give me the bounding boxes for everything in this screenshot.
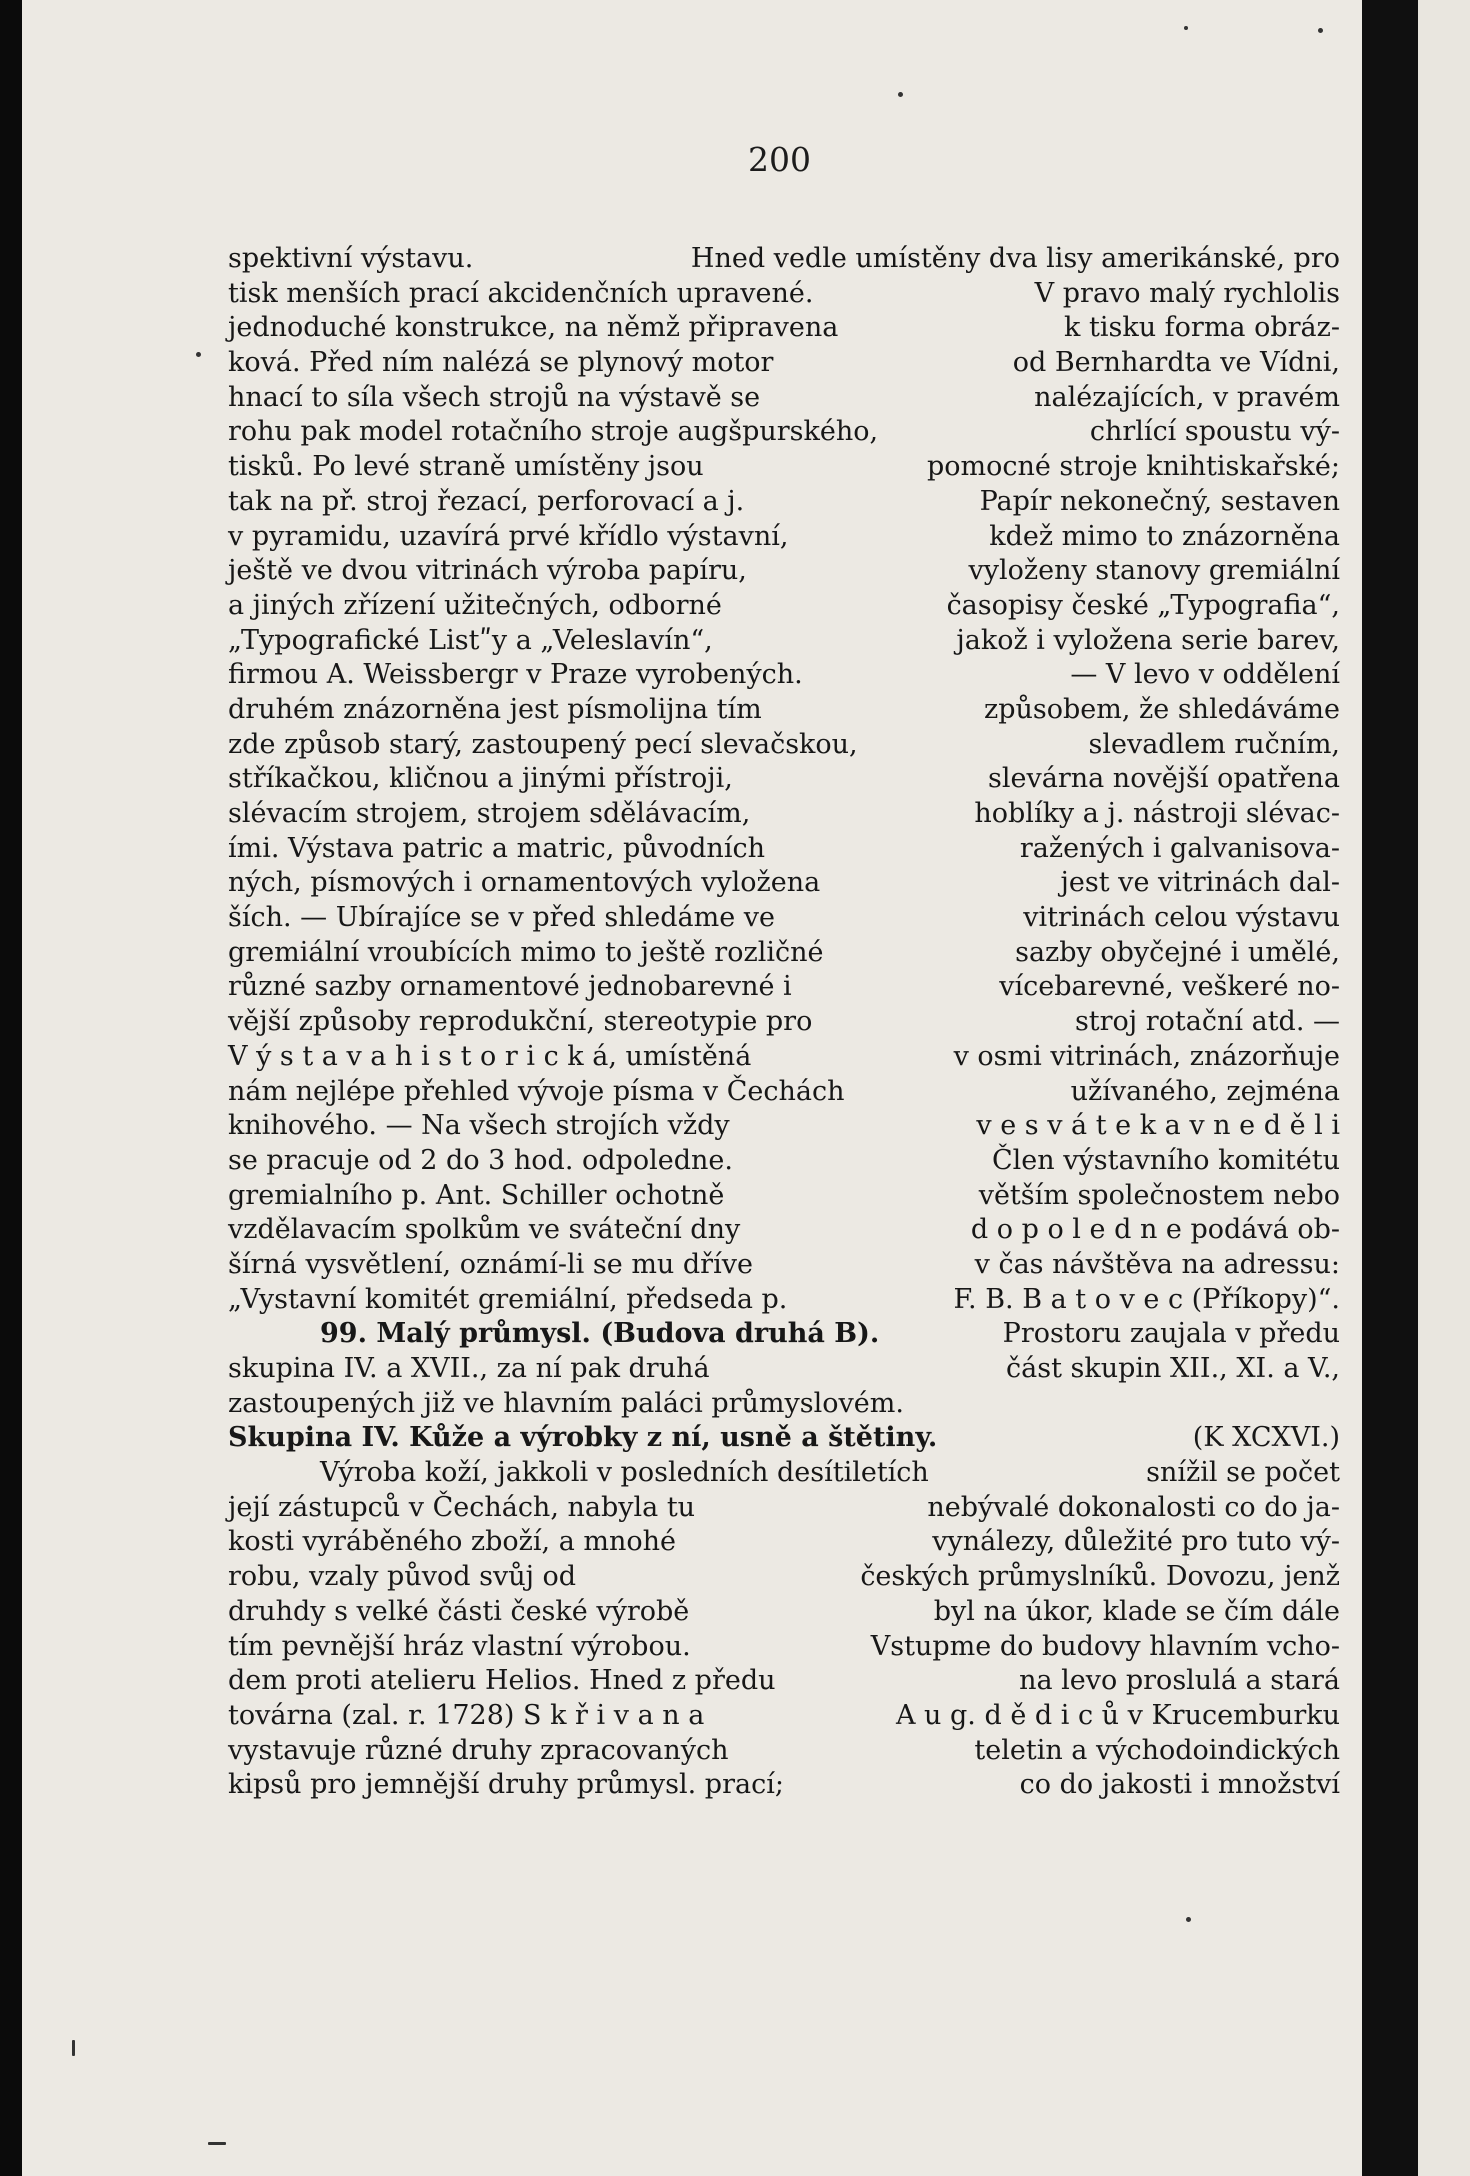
text-line: v pyramidu, uzavírá prvé křídlo výstavní, kdež mimo to znázorněna [228, 520, 1340, 552]
text-line: tisk menších prací akcidenčních upravené. V pravo malý rychlolis [228, 277, 1340, 309]
text-line: se pracuje od 2 do 3 hod. odpoledne. Člen výstavního komitétu [228, 1144, 1340, 1176]
text-line: tisků. Po levé straně umístěny jsou pomocné stroje knihtiskařské; [228, 451, 1340, 483]
text-line: vější způsoby reprodukční, stereotypie pro stroj rotační atd. — [228, 1006, 1340, 1038]
text-line: ještě ve dvou vitrinách výroba papíru, vyloženy stanovy gremiální [228, 555, 1340, 587]
text-line: jednoduché konstrukce, na němž připravena k tisku forma obráz- [228, 312, 1340, 344]
text-line: skupina IV. a XVII., za ní pak druhá část skupin XII., XI. a V., [228, 1353, 1340, 1384]
text-line: hnací to síla všech strojů na výstavě se nalézajících, v pravém [228, 381, 1340, 413]
text-line: ími. Výstava patric a matric, původních ražených i galvanisova- [228, 832, 1340, 864]
text-line: Výroba koží, jakkoli v posledních desítiletích snížil se počet [320, 1457, 1340, 1489]
text-line: gremialního p. Ant. Schiller ochotně větším společnostem nebo [228, 1179, 1340, 1211]
text-line: zde způsob starý, zastoupený pecí slevačskou, slevadlem ručním, [228, 728, 1340, 760]
text-line: rohu pak model rotačního stroje augšpurského, chrlící spoustu vý- [228, 416, 1340, 448]
text-line: zastoupených již ve hlavním paláci průmyslovém. [228, 1387, 904, 1419]
text-line: gremiální vroubících mimo to ještě rozličné sazby obyčejné i umělé, [228, 936, 1340, 968]
text-line: její zástupců v Čechách, nabyla tu nebývalé dokonalosti co do ja- [228, 1491, 1340, 1523]
text-line: ších. — Ubírajíce se v před shledáme ve vitrinách celou výstavu [228, 902, 1340, 934]
text-line: ných, písmových i ornamentových vyložena jest ve vitrinách dal- [228, 867, 1340, 899]
text-line: „Vystavní komitét gremiální, předseda p. F. B. B a t o v e c (Příkopy)“. [228, 1283, 1340, 1315]
text-line: firmou A. Weissbergr v Praze vyrobených. — V levo v oddělení [228, 659, 1340, 691]
text-line: kipsů pro jemnější druhy průmysl. prací; co do jakosti i množství [228, 1769, 1340, 1801]
text-line: knihového. — Na všech strojích vždy v e s v á t e k a v n e d ě l i [228, 1110, 1340, 1142]
text-line: nám nejlépe přehled vývoje písma v Čechách užívaného, zejména [228, 1075, 1340, 1107]
section-heading-line: 99. Malý průmysl. (Budova druhá B). Prostoru zaujala v předu [320, 1318, 1340, 1350]
text-line: vystavuje různé druhy zpracovaných teletin a východoindických [228, 1734, 1340, 1766]
scan-speck [196, 352, 201, 357]
text-line: továrna (zal. r. 1728) S k ř i v a n a A u g. d ě d i c ů v Krucemburku [228, 1699, 1340, 1731]
text-line: různé sazby ornamentové jednobarevné i vícebarevné, veškeré no- [228, 971, 1340, 1003]
text-line: tím pevnější hráz vlastní výrobou. Vstupme do budovy hlavním vcho- [228, 1630, 1340, 1662]
text-line: tak na př. stroj řezací, perforovací a j. Papír nekonečný, sestaven [228, 485, 1340, 517]
scan-speck [898, 92, 903, 97]
adjacent-page-strip [1418, 0, 1470, 2176]
scan-speck [1186, 1917, 1191, 1922]
scan-speck [208, 2142, 226, 2145]
text-line: dem proti atelieru Helios. Hned z předu na levo proslulá a stará [228, 1665, 1340, 1697]
text-line: ková. Před ním nalézá se plynový motor od Bernhardta ve Vídni, [228, 347, 1340, 379]
text-line: slévacím strojem, strojem sdělávacím, hoblíky a j. nástroji slévac- [228, 798, 1340, 829]
text-line: V ý s t a v a h i s t o r i c k á, umístěná v osmi vitrinách, znázorňuje [228, 1040, 1340, 1072]
text-line: „Typografické Listʺy a „Veleslavín“, jakož i vyložena serie barev, [228, 624, 1340, 656]
text-line: druhdy s velké části české výrobě byl na úkor, klade se čím dále [228, 1595, 1340, 1627]
page-number: 200 [748, 140, 811, 179]
section-heading-line: Skupina IV. Kůže a výrobky z ní, usně a štětiny. (K XCXVI.) [228, 1422, 1340, 1454]
text-line: a jiných zřízení užitečných, odborné časopisy české „Typografia“, [228, 589, 1340, 621]
text-line: šírná vysvětlení, oznámí-li se mu dříve v čas návštěva na adressu: [228, 1248, 1340, 1280]
scan-speck [1184, 26, 1188, 30]
scan-speck [72, 2040, 75, 2056]
text-line: robu, vzaly původ svůj od českých průmyslníků. Dovozu, jenž [228, 1561, 1340, 1593]
scan-speck [1318, 28, 1323, 33]
text-line: spektivní výstavu. Hned vedle umístěny dva lisy amerikánské, pro [228, 243, 1340, 274]
text-line: druhém znázorněna jest písmolijna tím způsobem, že shledáváme [228, 693, 1340, 725]
text-line: stříkačkou, kličnou a jinými přístroji, slevárna novější opatřena [228, 763, 1340, 795]
body-text [228, 242, 1340, 1803]
text-line: vzdělavacím spolkům ve sváteční dny d o p o l e d n e podává ob- [228, 1214, 1340, 1246]
text-line: kosti vyráběného zboží, a mnohé vynálezy, důležité pro tuto vý- [228, 1526, 1340, 1558]
